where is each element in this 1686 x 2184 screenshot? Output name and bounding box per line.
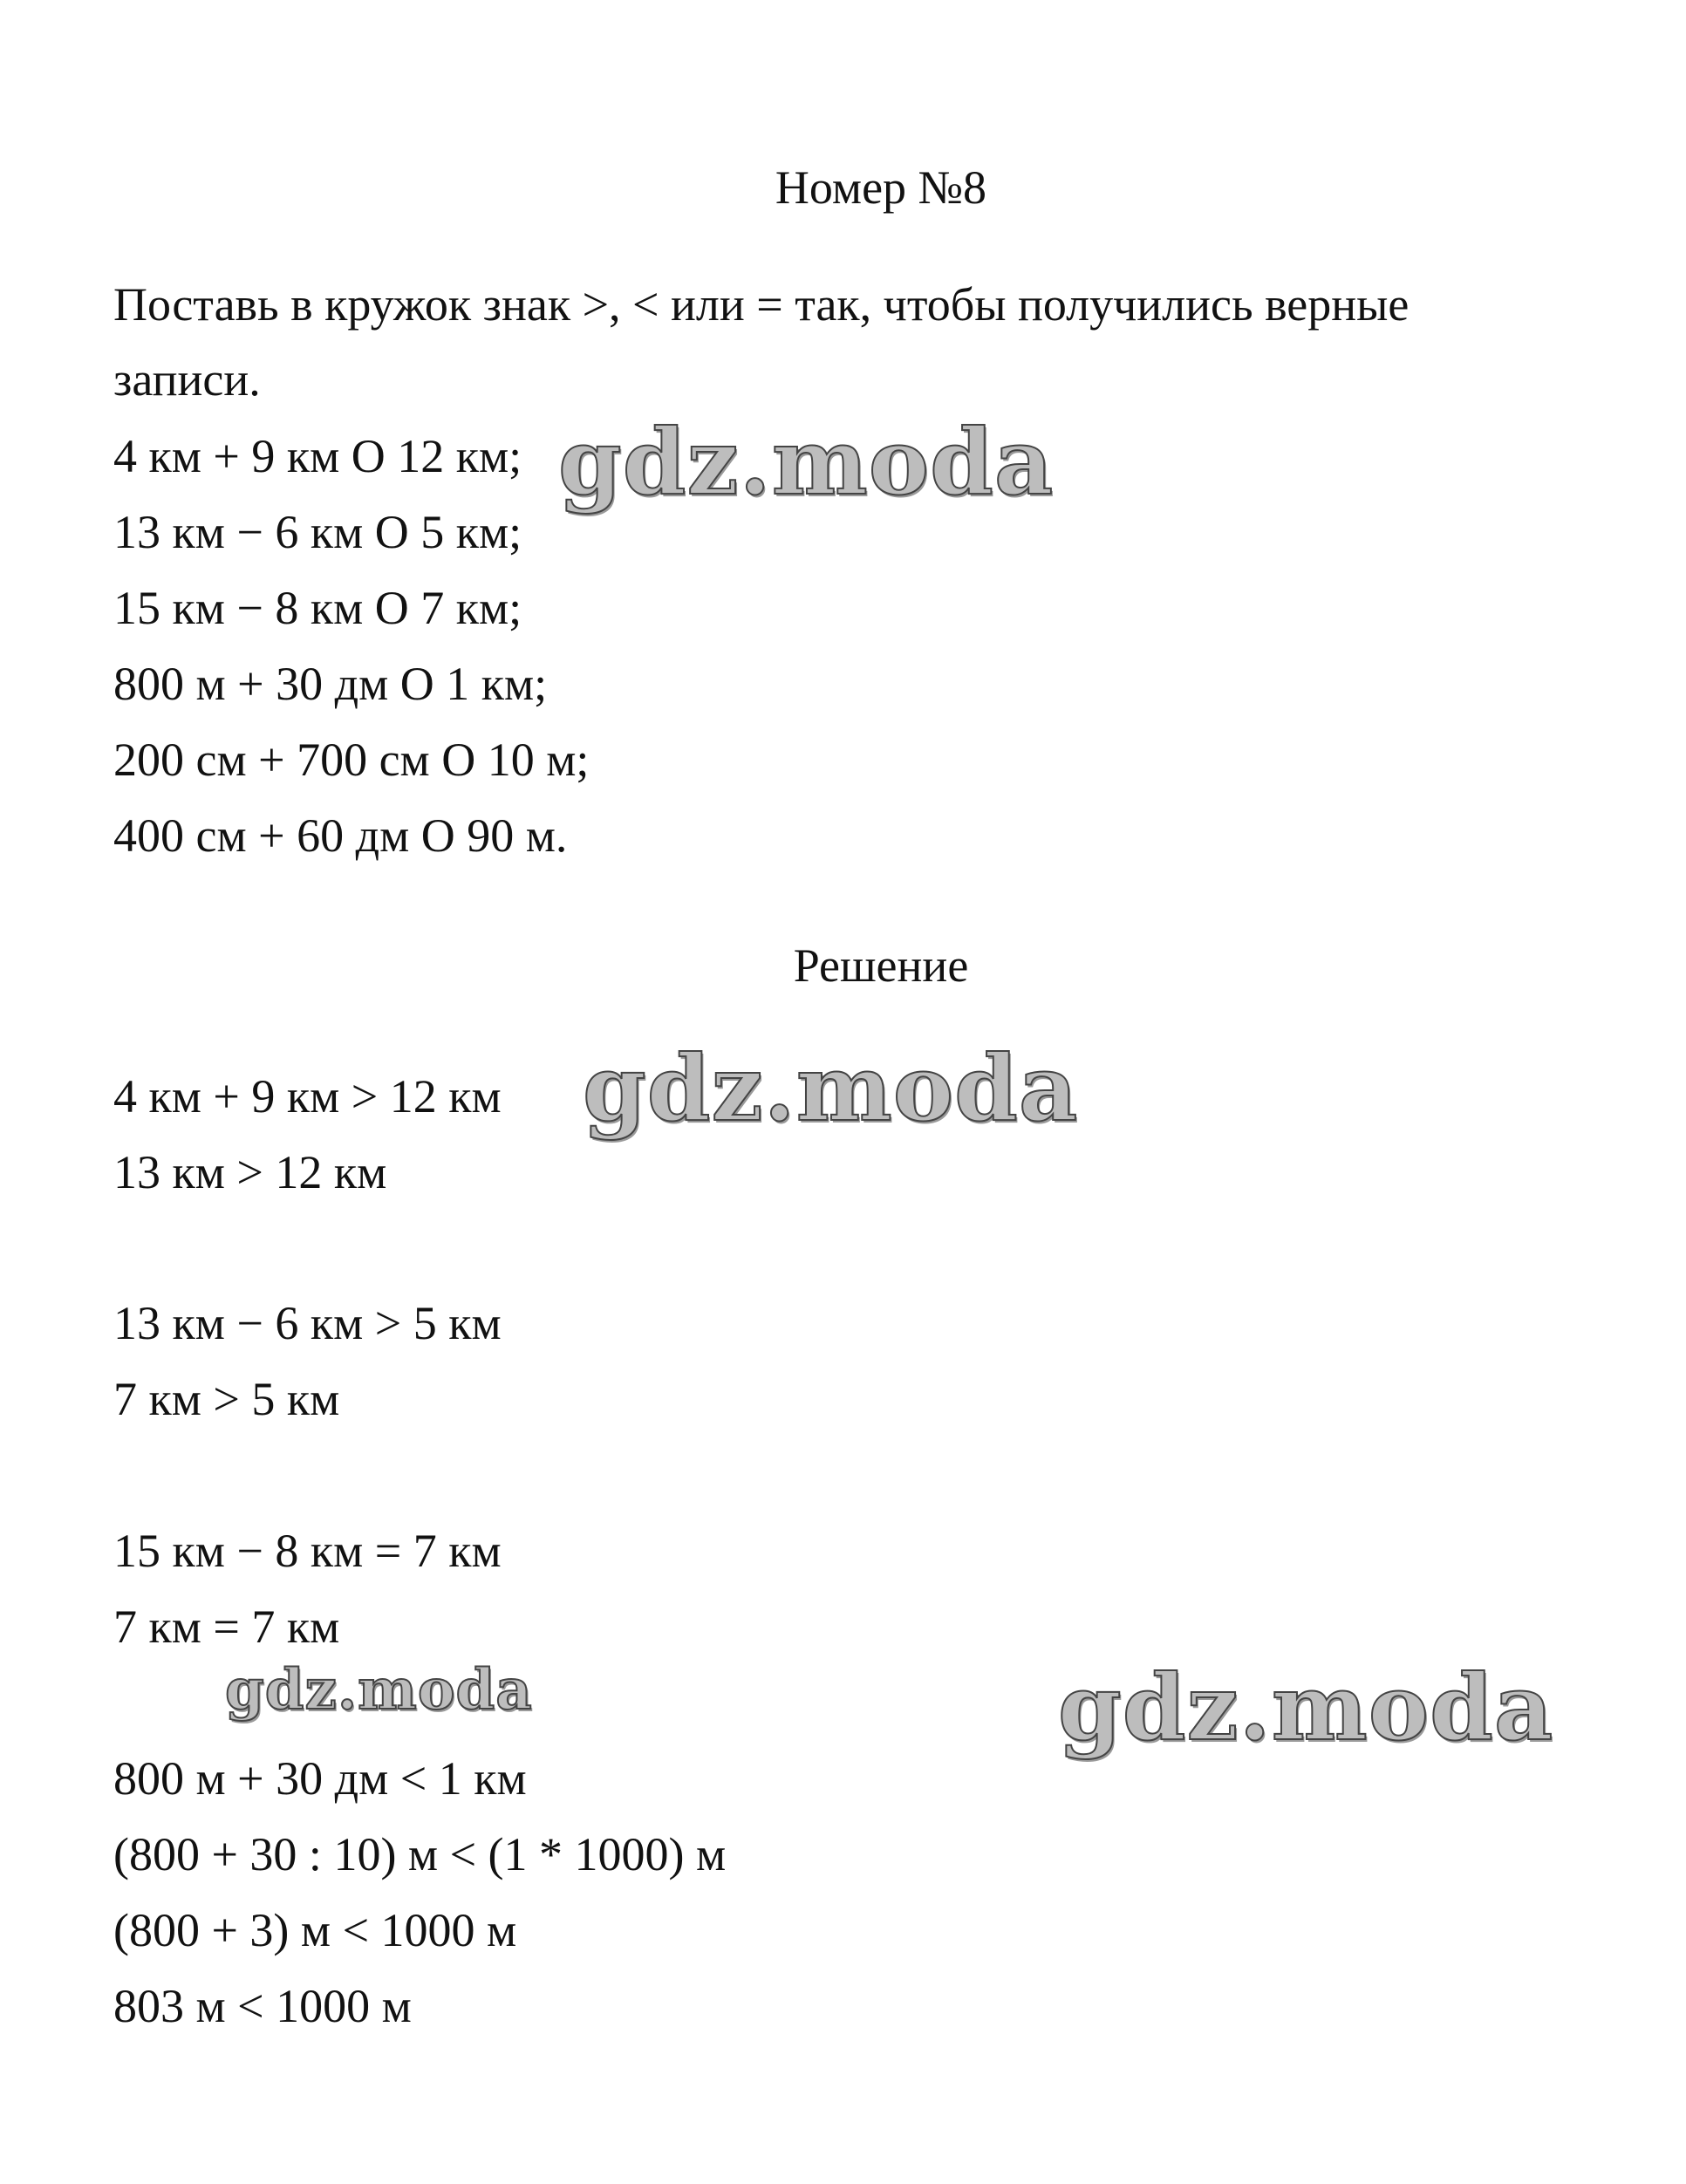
task-text-line-1: Поставь в кружок знак >, < или = так, чтобы получились верные xyxy=(113,278,1410,331)
task-item: 15 км − 8 км О 7 км; xyxy=(113,582,522,634)
task-item: 400 см + 60 дм О 90 м. xyxy=(113,809,568,862)
solution-line: 15 км − 8 км = 7 км xyxy=(113,1525,502,1577)
task-item: 800 м + 30 дм О 1 км; xyxy=(113,658,548,710)
solution-line: 803 м < 1000 м xyxy=(113,1980,412,2032)
solution-line: 4 км + 9 км > 12 км xyxy=(113,1070,502,1123)
task-item: 200 см + 700 см О 10 м; xyxy=(113,734,590,786)
watermark: gdz.moda xyxy=(225,1657,533,1723)
watermark: gdz.moda xyxy=(583,1034,1079,1142)
solution-line: 13 км − 6 км > 5 км xyxy=(113,1297,502,1349)
watermark: gdz.moda xyxy=(1058,1654,1554,1761)
task-item: 4 км + 9 км О 12 км; xyxy=(113,430,522,482)
page-title: Номер №8 xyxy=(775,161,987,214)
solution-line: (800 + 3) м < 1000 м xyxy=(113,1904,517,1956)
task-item: 13 км − 6 км О 5 км; xyxy=(113,506,522,558)
solution-line: 7 км = 7 км xyxy=(113,1600,340,1653)
solution-line: (800 + 30 : 10) м < (1 * 1000) м xyxy=(113,1828,727,1880)
solution-heading: Решение xyxy=(793,939,969,992)
task-text-line-2: записи. xyxy=(113,353,261,406)
watermark: gdz.moda xyxy=(558,408,1055,515)
solution-line: 13 км > 12 км xyxy=(113,1146,387,1198)
solution-line: 800 м + 30 дм < 1 км xyxy=(113,1752,527,1805)
solution-line: 7 км > 5 км xyxy=(113,1373,340,1425)
